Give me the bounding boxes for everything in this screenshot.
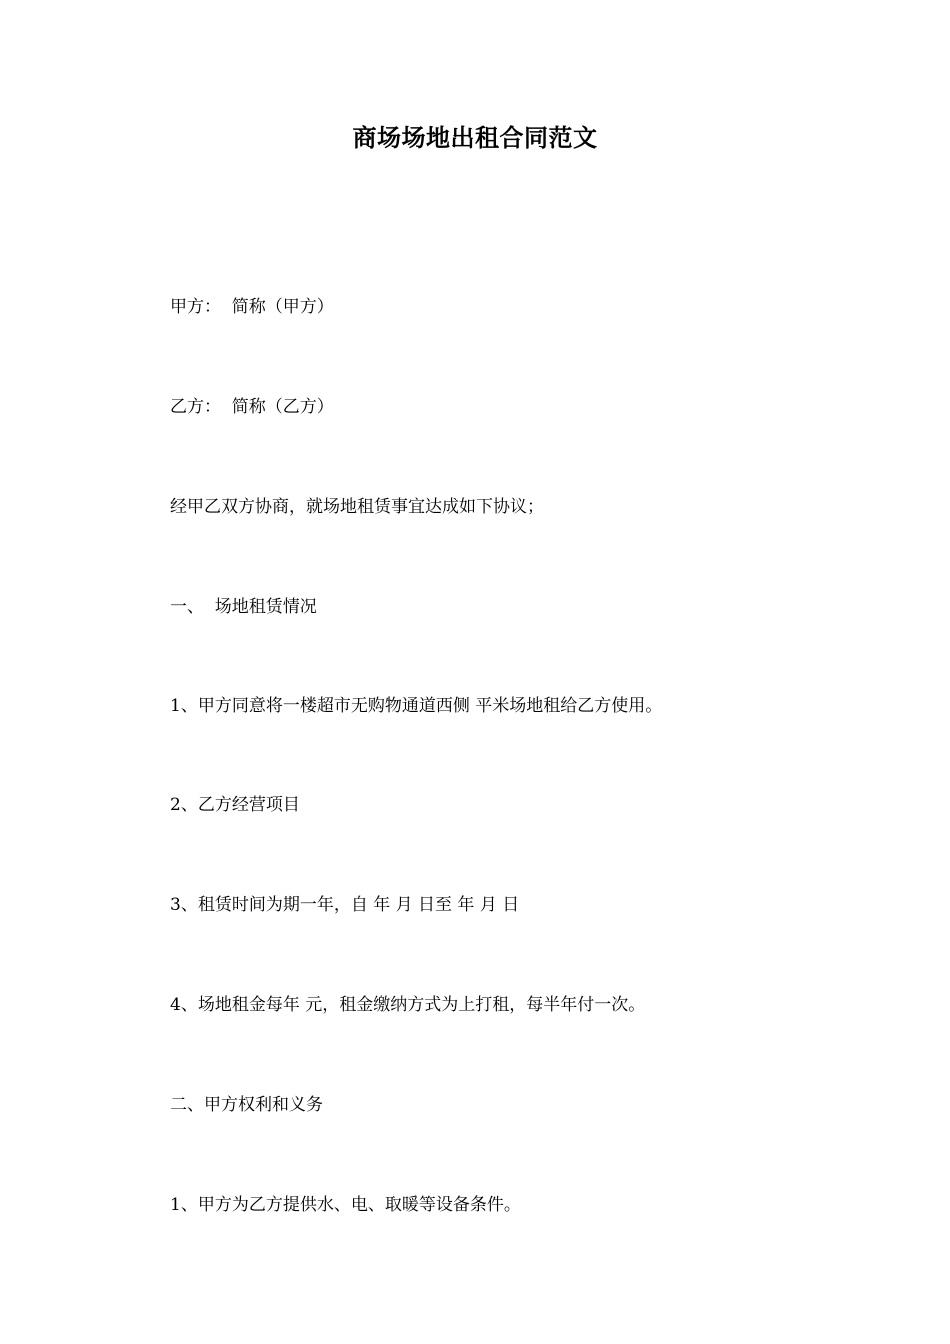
clause-1-2: 2、乙方经营项目 — [170, 795, 300, 815]
clause-1-4: 4、场地租金每年 元，租金缴纳方式为上打租，每半年付一次。 — [170, 995, 646, 1015]
clause-1-1: 1、甲方同意将一楼超市无购物通道西侧 平米场地租给乙方使用。 — [170, 696, 663, 716]
clause-2-1: 1、甲方为乙方提供水、电、取暖等设备条件。 — [170, 1195, 521, 1215]
section-heading-party-a: 二、甲方权利和义务 — [170, 1095, 323, 1115]
party-b-line: 乙方： 简称（乙方） — [170, 397, 334, 417]
document-title: 商场场地出租合同范文 — [352, 124, 598, 152]
party-a-line: 甲方： 简称（甲方） — [170, 297, 334, 317]
section-heading-lease: 一、 场地租赁情况 — [170, 597, 317, 617]
clause-1-3: 3、租赁时间为期一年，自 年 月 日至 年 月 日 — [170, 895, 520, 915]
agreement-intro: 经甲乙双方协商，就场地租赁事宜达成如下协议； — [170, 497, 544, 517]
